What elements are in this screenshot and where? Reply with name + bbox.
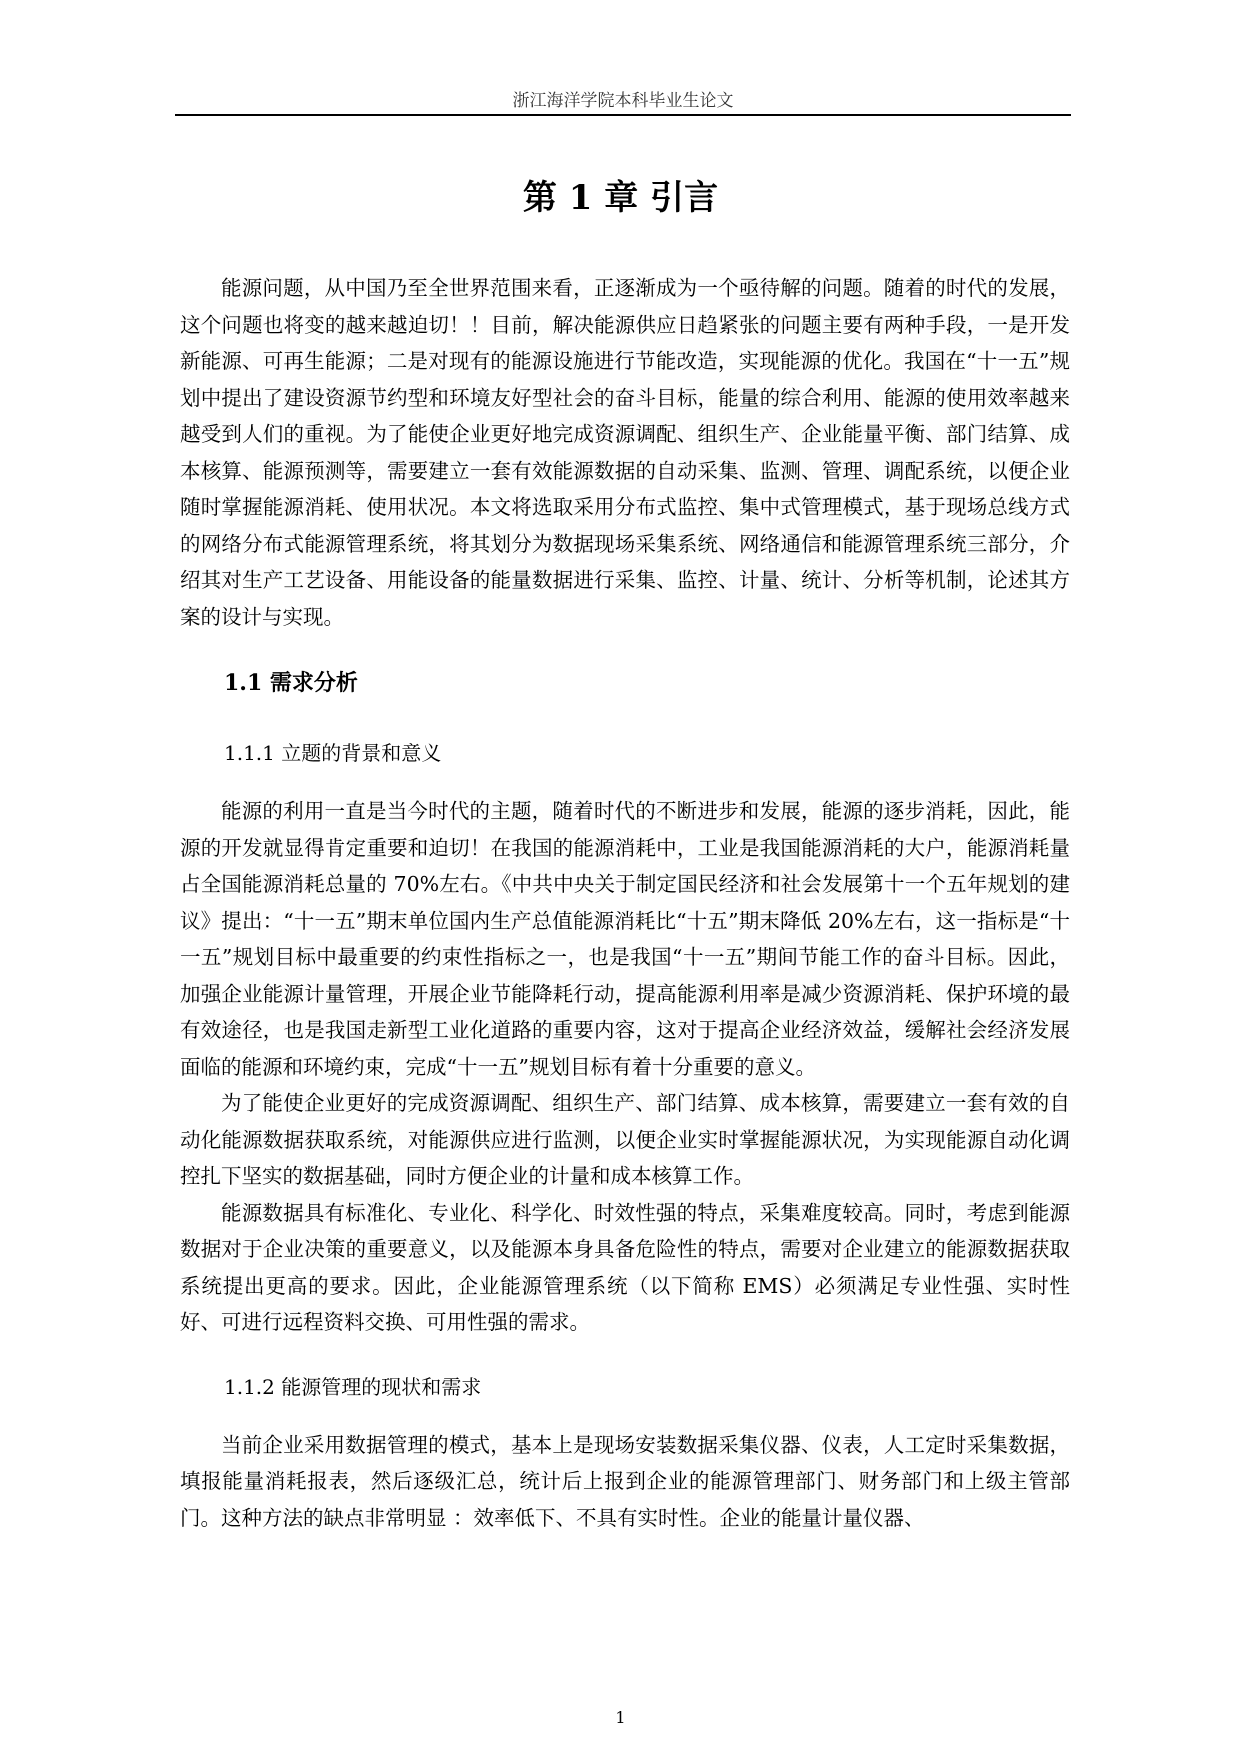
page-number: 1: [615, 1708, 626, 1727]
header-rule: [175, 114, 1071, 116]
subsection-heading-1-1-2: 1.1.2 能源管理的现状和需求: [224, 1374, 482, 1399]
paragraph: 当前企业采用数据管理的模式，基本上是现场安装数据采集仪器、仪表，人工定时采集数据，填报能量消耗报表，然后逐级汇总，统计后上报到企业的能源管理部门、财务部门和上级主管部门。这种方法的缺点非常明显 ：效率低下、不具有实时性。企业的能量计量仪器、: [180, 1432, 1070, 1530]
paragraph: 为了能使企业更好的完成资源调配、组织生产、部门结算、成本核算，需要建立一套有效的自动化能源数据获取系统，对能源供应进行监测，以便企业实时掌握能源状况，为实现能源自动化调控扎下坚实的数据基础，同时方便企业的计量和成本核算工作。: [180, 1091, 1070, 1188]
paragraph: 能源的利用一直是当今时代的主题，随着时代的不断进步和发展，能源的逐步消耗，因此，能源的开发就显得肯定重要和迫切！在我国的能源消耗中，工业是我国能源消耗的大户，能源消耗量占全国能源消耗总量的 70%左右。《中共中央关于制定国民经济和社会发展第十一个五年规划的建议》提出：“十一五”期末单位国内生产总值能源消耗比“十五”期末降低 20%左右，这一指标是“十一五”规划目标中最重要的约束性指标之一，也是我国“十一五”期间节能工作的奋斗目标。因此，加强企业能源计量管理，开展企业节能降耗行动，提高能源利用率是减少资源消耗、保护环境的最有效途径，也是我国走新型工业化道路的重要内容，这对于提高企业经济效益，缓解社会经济发展面临的能源和环境约束，完成“十一五”规划目标有着十分重要的意义。: [180, 799, 1070, 1079]
running-header: 浙江海洋学院本科毕业生论文: [512, 91, 734, 111]
intro-paragraph: 能源问题，从中国乃至全世界范围来看，正逐渐成为一个亟待解的问题。随着的时代的发展，这个问题也将变的越来越迫切！！目前，解决能源供应日趋紧张的问题主要有两种手段，一是开发新能源、可再生能源；二是对现有的能源设施进行节能改造，实现能源的优化。我国在“十一五”规划中提出了建设资源节约型和环境友好型社会的奋斗目标，能量的综合利用、能源的使用效率越来越受到人们的重视。为了能使企业更好地完成资源调配、组织生产、企业能量平衡、部门结算、成本核算、能源预测等，需要建立一套有效能源数据的自动采集、监测、管理、调配系统，以便企业随时掌握能源消耗、使用状况。本文将选取采用分布式监控、集中式管理模式，基于现场总线方式的网络分布式能源管理系统，将其划分为数据现场采集系统、网络通信和能源管理系统三部分，介绍其对生产工艺设备、用能设备的能量数据进行采集、监控、计量、统计、分析等机制，论述其方案的设计与实现。: [180, 276, 1070, 629]
section-heading-1-1: 1.1 需求分析: [224, 670, 358, 696]
paragraph: 能源数据具有标准化、专业化、科学化、时效性强的特点，采集难度较高。同时，考虑到能源数据对于企业决策的重要意义，以及能源本身具备危险性的特点，需要对企业建立的能源数据获取系统提出更高的要求。因此，企业能源管理系统（以下简称 EMS）必须满足专业性强、实时性好、可进行远程资料交换、可用性强的需求。: [180, 1200, 1070, 1334]
subsection-heading-1-1-1: 1.1.1 立题的背景和意义: [224, 741, 442, 765]
body-text: [180, 270, 1070, 1536]
chapter-title: 第 1 章 引言: [522, 178, 719, 218]
